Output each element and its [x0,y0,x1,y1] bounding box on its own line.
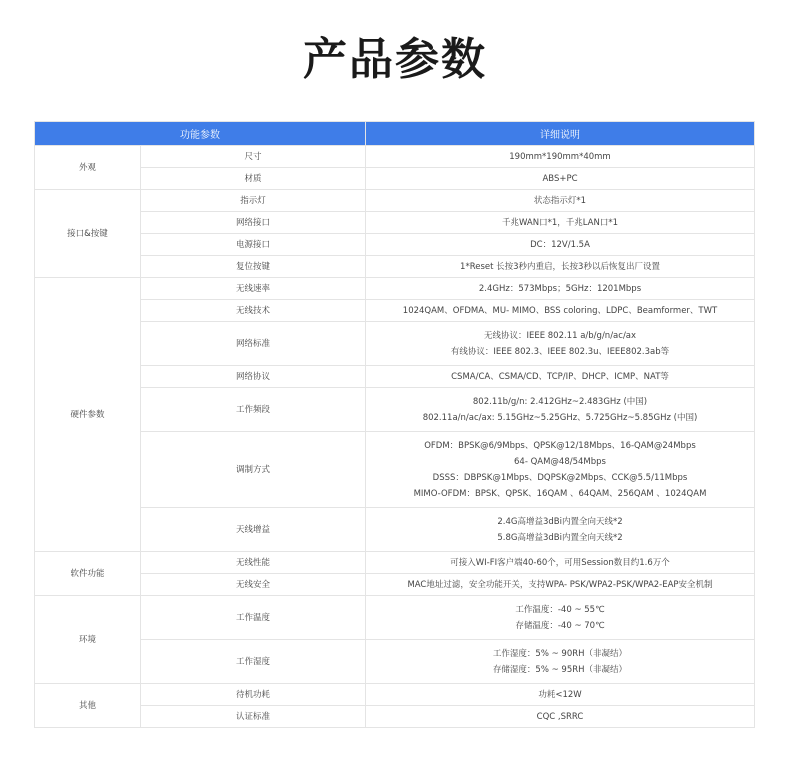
group-label: 环境 [35,596,141,684]
detail-line: 2.4G高增益3dBi内置全向天线*2 [497,516,623,527]
detail-line: OFDM：BPSK@6/9Mbps、QPSK@12/18Mbps、16-QAM@24Mbps [424,440,696,451]
detail-line: 5.8G高增益3dBi内置全向天线*2 [497,532,623,543]
param-name: 无线技术 [141,300,366,322]
param-name: 电源接口 [141,234,366,256]
detail-line: 存储湿度：5% ~ 95RH（非凝结） [492,664,628,675]
detail-line: DC：12V/1.5A [530,239,590,250]
param-detail [366,146,755,168]
param-detail [366,212,755,234]
param-detail [366,684,755,706]
table-row [35,190,755,212]
param-name: 材质 [141,168,366,190]
param-name: 无线速率 [141,278,366,300]
detail-line: 有线协议：IEEE 802.3、IEEE 802.3u、IEEE802.3ab等 [450,346,670,357]
param-detail [366,300,755,322]
spec-table [34,121,755,728]
table-row [35,574,755,596]
detail-line: 190mm*190mm*40mm [509,151,611,162]
table-row [35,300,755,322]
param-detail [366,190,755,212]
param-name: 无线性能 [141,552,366,574]
page-title: 产品参数 [303,34,487,85]
param-name: 无线安全 [141,574,366,596]
table-row [35,388,755,432]
param-name: 指示灯 [141,190,366,212]
group-label: 其他 [35,684,141,728]
detail-line: 64- QAM@48/54Mbps [514,456,606,467]
detail-line: MIMO-OFDM：BPSK、QPSK、16QAM 、64QAM、256QAM 、1024QAM [413,488,707,499]
table-row [35,366,755,388]
param-detail [366,574,755,596]
param-name: 网络标准 [141,322,366,366]
detail-line: MAC地址过滤，安全功能开关，支持WPA- PSK/WPA2-PSK/WPA2-EAP安全机制 [407,579,713,590]
detail-line: 无线协议：IEEE 802.11 a/b/g/n/ac/ax [483,330,637,341]
table-row [35,234,755,256]
param-name: 尺寸 [141,146,366,168]
detail-line: 工作温度：-40 ~ 55℃ [515,604,605,615]
param-name: 工作温度 [141,596,366,640]
table-row [35,684,755,706]
detail-line: 2.4GHz：573Mbps；5GHz：1201Mbps [478,283,642,294]
param-detail [366,366,755,388]
detail-line: CQC ,SRRC [536,711,584,722]
table-row [35,168,755,190]
param-detail [366,640,755,684]
table-row [35,322,755,366]
group-label: 软件功能 [35,552,141,596]
param-detail [366,234,755,256]
detail-line: 存储温度：-40 ~ 70℃ [515,620,605,631]
detail-line: 可接入WI-FI客户端40-60个，可用Session数目约1.6万个 [450,557,670,568]
param-detail [366,432,755,508]
detail-line: 1024QAM、OFDMA、MU- MIMO、BSS coloring、LDPC、Beamformer、TWT [402,305,718,316]
detail-line: CSMA/CA、CSMA/CD、TCP/IP、DHCP、ICMP、NAT等 [451,371,669,382]
detail-line: 802.11a/n/ac/ax: 5.15GHz~5.25GHz、5.725GHz~5.85GHz (中国) [422,412,698,423]
group-label: 硬件参数 [35,278,141,552]
group-label: 接口&按键 [35,190,141,278]
detail-line: DSSS：DBPSK@1Mbps、DQPSK@2Mbps、CCK@5.5/11Mbps [432,472,688,483]
detail-line: ABS+PC [542,173,578,184]
detail-line: 802.11b/g/n: 2.412GHz~2.483GHz (中国) [472,396,648,407]
table-row [35,256,755,278]
param-name: 调制方式 [141,432,366,508]
table-row [35,640,755,684]
table-row [35,278,755,300]
spec-table-body [35,146,755,728]
group-label: 外观 [35,146,141,190]
param-name: 认证标准 [141,706,366,728]
param-name: 复位按键 [141,256,366,278]
param-detail [366,256,755,278]
param-detail [366,552,755,574]
table-header-row [35,122,755,146]
detail-line: 工作湿度：5% ~ 90RH（非凝结） [492,648,628,659]
table-row [35,432,755,508]
param-detail [366,278,755,300]
param-detail [366,322,755,366]
param-name: 网络接口 [141,212,366,234]
param-name: 工作频段 [141,388,366,432]
param-detail [366,168,755,190]
detail-line: 1*Reset 长按3秒内重启，长按3秒以后恢复出厂设置 [460,261,660,272]
param-detail [366,706,755,728]
header-function: 功能参数 [35,122,366,146]
param-detail [366,508,755,552]
param-detail [366,596,755,640]
detail-line: 功耗<12W [538,689,582,700]
detail-line: 千兆WAN口*1，千兆LAN口*1 [501,217,619,228]
param-name: 天线增益 [141,508,366,552]
table-row [35,508,755,552]
table-row [35,596,755,640]
param-name: 工作湿度 [141,640,366,684]
param-name: 待机功耗 [141,684,366,706]
param-detail [366,388,755,432]
table-row [35,706,755,728]
header-detail: 详细说明 [366,122,755,146]
table-row [35,212,755,234]
detail-line: 状态指示灯*1 [533,195,587,206]
table-row [35,552,755,574]
param-name: 网络协议 [141,366,366,388]
table-row [35,146,755,168]
